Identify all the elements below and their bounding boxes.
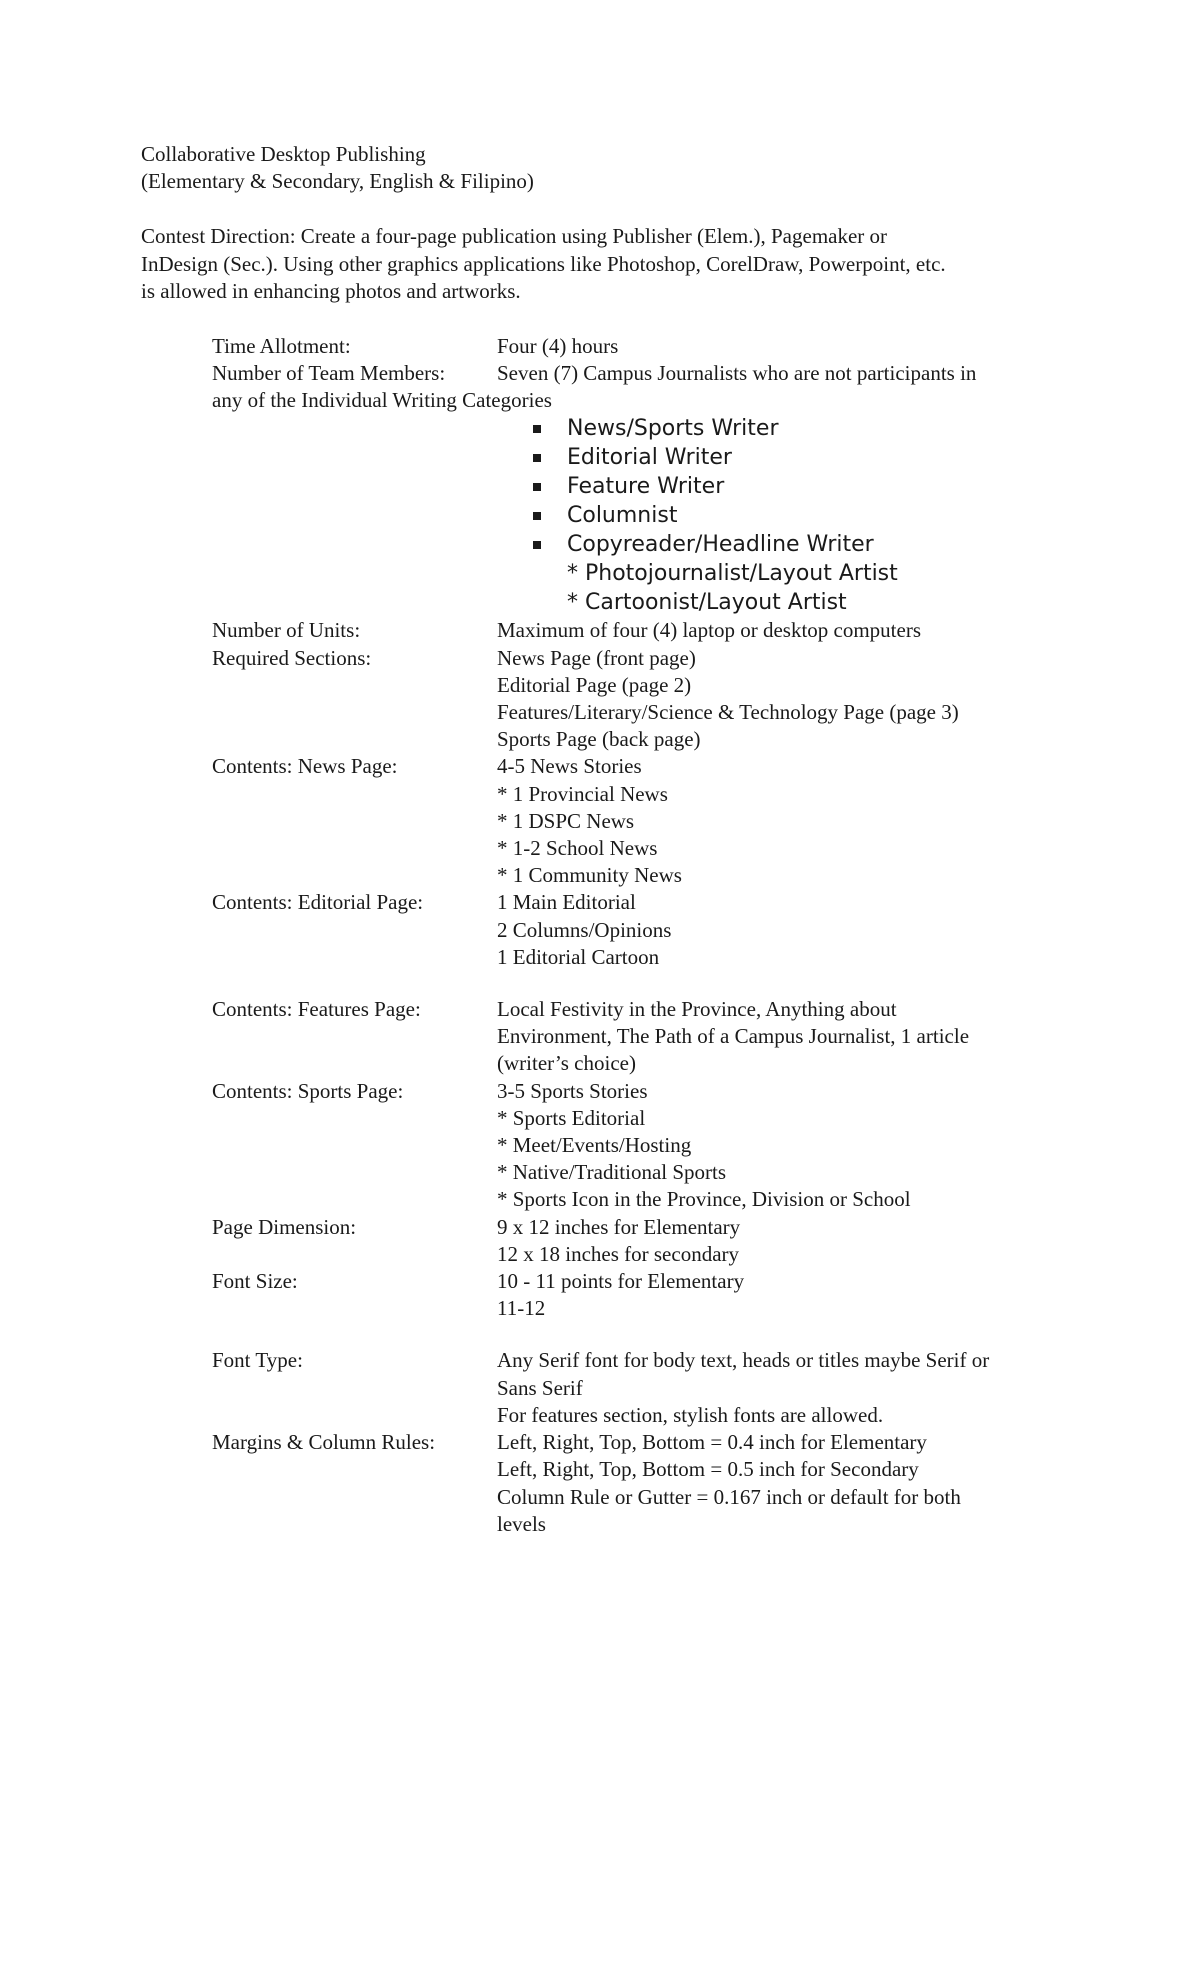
- spec-label: Margins & Column Rules:: [212, 1430, 436, 1455]
- square-bullet-icon: [533, 425, 541, 433]
- spec-value-line: 10 - 11 points for Elementary: [497, 1269, 745, 1294]
- spec-value-line: Sports Page (back page): [497, 727, 701, 752]
- list-item-text: Feature Writer: [567, 474, 725, 500]
- spec-value-line: Four (4) hours: [497, 334, 619, 358]
- spec-label: Required Sections:: [212, 645, 372, 670]
- spec-value-line: 1 Main Editorial: [497, 890, 636, 915]
- spec-value-line: Environment, The Path of a Campus Journalist, 1 article: [497, 1024, 970, 1049]
- spec-value-line: Seven (7) Campus Journalists who are not participants in: [497, 361, 977, 386]
- list-sub-item: [212, 559, 1092, 588]
- list-item: [212, 501, 1092, 530]
- square-bullet-icon: [533, 512, 541, 520]
- spec-label: Number of Team Members:: [212, 361, 446, 386]
- list-item-text: Copyreader/Headline Writer: [567, 532, 874, 558]
- document-title: [141, 141, 534, 195]
- list-item: [212, 472, 1092, 501]
- spec-value-line: Left, Right, Top, Bottom = 0.4 inch for Elementary: [497, 1430, 927, 1455]
- spec-value-line: * 1 Community News: [497, 863, 682, 888]
- spec-value-line: levels: [497, 1511, 546, 1536]
- spec-label: Contents: Sports Page:: [212, 1078, 404, 1103]
- team-roles-list: [212, 414, 1092, 617]
- spec-page-dimension: [212, 1214, 1092, 1268]
- list-item-text: Editorial Writer: [567, 445, 732, 471]
- spec-margins-column-rules: [212, 1429, 1092, 1538]
- list-item: [212, 414, 1092, 443]
- spec-value-line: 4-5 News Stories: [497, 754, 642, 779]
- list-item-text: * Cartoonist/Layout Artist: [567, 590, 847, 616]
- spec-font-type: [212, 1347, 1092, 1429]
- spec-value-line: Features/Literary/Science & Technology Page (page 3): [497, 700, 959, 725]
- square-bullet-icon: [533, 454, 541, 462]
- spec-time-allotment: [212, 333, 1092, 360]
- spec-value: [497, 1214, 1067, 1268]
- spec-editorial-page: [212, 889, 1092, 971]
- direction-line: InDesign (Sec.). Using other graphics applications like Photoshop, CorelDraw, Powerpoint, etc.: [141, 251, 946, 276]
- spec-value-line: * Meet/Events/Hosting: [497, 1133, 692, 1158]
- square-bullet-icon: [533, 483, 541, 491]
- list-sub-item: [212, 588, 1092, 617]
- spec-value: [497, 1347, 1067, 1429]
- spec-label: Contents: Features Page:: [212, 997, 421, 1022]
- list-item-text: News/Sports Writer: [567, 416, 779, 442]
- contest-direction: [141, 223, 1061, 306]
- spec-value: [497, 1078, 1067, 1214]
- spec-team-members: [212, 360, 1092, 387]
- spec-font-size: [212, 1268, 1092, 1322]
- direction-line: is allowed in enhancing photos and artworks.: [141, 279, 521, 303]
- spec-value-line: * Native/Traditional Sports: [497, 1160, 727, 1185]
- spec-label: Time Allotment:: [212, 334, 351, 358]
- spec-value-line: For features section, stylish fonts are allowed.: [497, 1402, 884, 1427]
- spec-value: [497, 1429, 1067, 1538]
- spec-sports-page: [212, 1078, 1092, 1214]
- spec-value: [497, 617, 1067, 644]
- list-item-text: Columnist: [567, 503, 678, 529]
- spec-value-line: * 1-2 School News: [497, 836, 658, 861]
- spec-label: Font Type:: [212, 1348, 303, 1373]
- spec-value-line: * 1 Provincial News: [497, 781, 668, 806]
- spec-value-line: * 1 DSPC News: [497, 808, 635, 833]
- spec-label: Page Dimension:: [212, 1214, 357, 1239]
- title-line: Collaborative Desktop Publishing: [141, 142, 426, 166]
- spec-value-line: 9 x 12 inches for Elementary: [497, 1214, 741, 1239]
- spec-value-line: Any Serif font for body text, heads or titles maybe Serif or: [497, 1348, 990, 1373]
- contest-specifications: [212, 333, 1092, 1538]
- spec-units: [212, 617, 1092, 644]
- spec-value-line: Left, Right, Top, Bottom = 0.5 inch for Secondary: [497, 1457, 919, 1482]
- spec-value-line: (writer’s choice): [497, 1051, 636, 1076]
- spec-value-line: Local Festivity in the Province, Anything about: [497, 997, 897, 1022]
- spec-value-line: Column Rule or Gutter = 0.167 inch or default for both: [497, 1484, 961, 1509]
- spec-label: Contents: News Page:: [212, 754, 398, 779]
- spec-label: Font Size:: [212, 1269, 298, 1294]
- spec-value: [497, 753, 1067, 889]
- spec-value: [497, 645, 1067, 754]
- spec-value-line: 1 Editorial Cartoon: [497, 944, 660, 969]
- spec-value: [497, 1268, 1067, 1322]
- list-item-text: * Photojournalist/Layout Artist: [567, 561, 898, 587]
- spec-value-line: News Page (front page): [497, 645, 696, 670]
- team-members-continuation: any of the Individual Writing Categories: [212, 388, 552, 413]
- spec-news-page: [212, 753, 1092, 889]
- spec-value-line: 12 x 18 inches for secondary: [497, 1241, 740, 1266]
- spec-value-line: * Sports Editorial: [497, 1105, 646, 1130]
- list-item: [212, 443, 1092, 472]
- spec-value: [497, 996, 1067, 1078]
- spec-value: [497, 889, 1067, 971]
- spec-value-line: 3-5 Sports Stories: [497, 1078, 648, 1103]
- square-bullet-icon: [533, 541, 541, 549]
- subtitle-line: (Elementary & Secondary, English & Filipino): [141, 169, 534, 193]
- direction-line: Contest Direction: Create a four-page publication using Publisher (Elem.), Pagemaker or: [141, 224, 888, 248]
- spec-value-line: 11-12: [497, 1296, 546, 1321]
- spec-value-line: Sans Serif: [497, 1375, 583, 1400]
- spec-value-line: * Sports Icon in the Province, Division or School: [497, 1187, 911, 1212]
- spec-value-line: 2 Columns/Opinions: [497, 917, 672, 942]
- spec-value: [497, 360, 1067, 387]
- spec-label: Number of Units:: [212, 618, 361, 643]
- spec-value: [497, 333, 1067, 360]
- spec-features-page: [212, 996, 1092, 1078]
- list-item: [212, 530, 1092, 559]
- spec-required-sections: [212, 645, 1092, 754]
- spec-value-line: Maximum of four (4) laptop or desktop computers: [497, 618, 921, 643]
- spec-value-line: Editorial Page (page 2): [497, 672, 692, 697]
- spec-label: Contents: Editorial Page:: [212, 890, 424, 915]
